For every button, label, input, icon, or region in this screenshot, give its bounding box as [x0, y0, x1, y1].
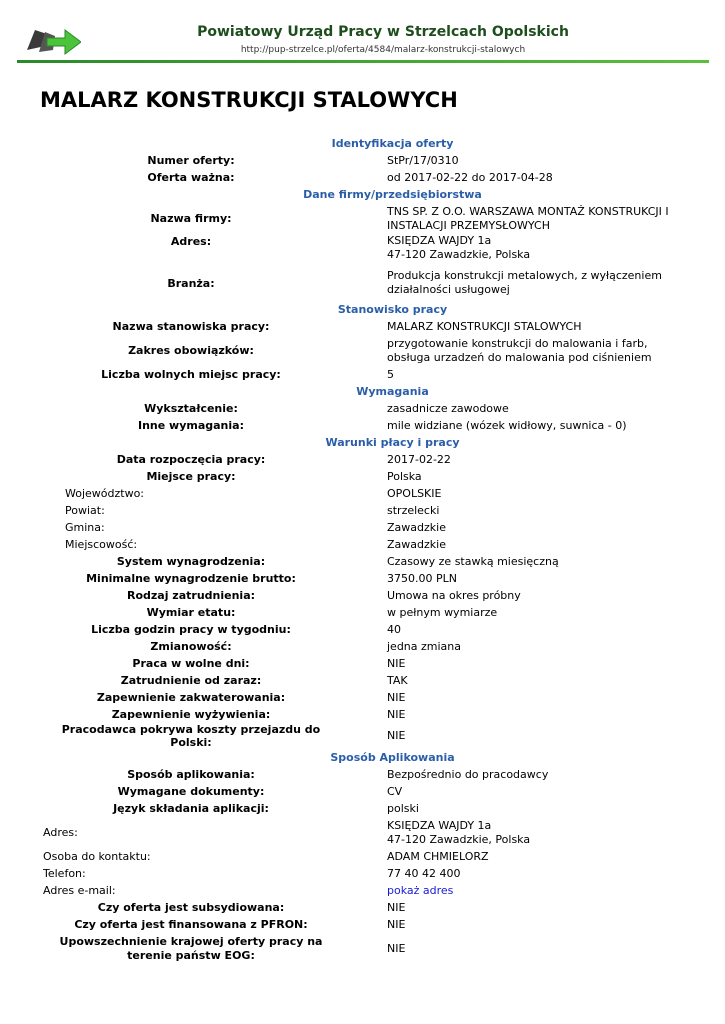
- offer-table: [0, 135, 725, 964]
- label-minimalne: Minimalne wynagrodzenie brutto:: [86, 572, 296, 585]
- value-miejscowosc: Zawadzkie: [387, 537, 446, 551]
- row-stanowisko: [0, 318, 725, 335]
- row-powiat: [0, 502, 725, 519]
- row-inne: [0, 417, 725, 434]
- label-gmina: Gmina:: [65, 521, 105, 534]
- label-subsydiowana: Czy oferta jest subsydiowana:: [97, 901, 285, 914]
- label-osoba: Osoba do kontaktu:: [43, 850, 151, 863]
- row-wyksztalcenie: [0, 400, 725, 417]
- row-od-zaraz: [0, 672, 725, 689]
- section-stanowisko: Stanowisko pracy: [337, 303, 448, 316]
- label-firma: Nazwa firmy:: [150, 212, 232, 225]
- value-system: Czasowy ze stawką miesięczną: [387, 554, 559, 568]
- row-adres-kontakt: [0, 817, 725, 848]
- row-branza: [0, 265, 725, 301]
- label-adres-kontakt: Adres:: [43, 826, 78, 839]
- label-wymiar: Wymiar etatu:: [146, 606, 236, 619]
- label-pfron: Czy oferta jest finansowana z PFRON:: [74, 918, 308, 931]
- value-branza: Produkcja konstrukcji metalowych, z wyłączeniem działalności usługowej: [387, 269, 662, 296]
- value-powiat: strzelecki: [387, 503, 440, 517]
- label-od-zaraz: Zatrudnienie od zaraz:: [120, 674, 262, 687]
- value-od-zaraz: TAK: [387, 673, 408, 687]
- value-wyzywienie: NIE: [387, 707, 406, 721]
- value-godziny: 40: [387, 622, 401, 636]
- value-zakwaterowanie: NIE: [387, 690, 406, 704]
- row-wojewodztwo: [0, 485, 725, 502]
- value-subsydiowana: NIE: [387, 900, 406, 914]
- value-rodzaj: Umowa na okres próbny: [387, 588, 521, 602]
- site-title: Powiatowy Urząd Pracy w Strzelcach Opolskich: [197, 24, 569, 40]
- label-miejsca: Liczba wolnych miejsc pracy:: [101, 368, 281, 381]
- value-sposob: Bezpośrednio do pracodawcy: [387, 767, 549, 781]
- label-email: Adres e-mail:: [43, 884, 116, 897]
- adres-line1: KSIĘDZA WAJDY 1a: [387, 234, 492, 247]
- row-dokumenty: [0, 783, 725, 800]
- label-branza: Branża:: [167, 276, 215, 290]
- row-system: [0, 553, 725, 570]
- value-adres: [387, 234, 677, 262]
- label-eog: Upowszechnienie krajowej oferty pracy na terenie państw EOG:: [59, 934, 323, 962]
- label-dojazd: Pracodawca pokrywa koszty przejazdu do Polski:: [61, 723, 321, 749]
- value-minimalne: 3750.00 PLN: [387, 571, 457, 585]
- row-wolne-dni: [0, 655, 725, 672]
- section-dane-firmy: Dane firmy/przedsiębiorstwa: [303, 188, 482, 201]
- value-data-rozp: 2017-02-22: [387, 452, 451, 466]
- value-numer: StPr/17/0310: [387, 153, 459, 167]
- value-pfron: NIE: [387, 917, 406, 931]
- row-zakres: [0, 335, 725, 366]
- label-zakres: Zakres obowiązków:: [128, 344, 254, 357]
- row-sposob: [0, 766, 725, 783]
- section-identyfikacja: Identyfikacja oferty: [331, 137, 454, 150]
- row-numer: [0, 152, 725, 169]
- row-firma: [0, 203, 725, 234]
- label-zmianowosc: Zmianowość:: [150, 640, 232, 653]
- row-dojazd: [0, 723, 725, 749]
- value-jezyk: polski: [387, 801, 419, 815]
- section-wymagania: Wymagania: [356, 385, 429, 398]
- label-miejsce: Miejsce pracy:: [146, 470, 236, 483]
- value-dokumenty: CV: [387, 784, 403, 798]
- row-subsydiowana: [0, 899, 725, 916]
- row-osoba: [0, 848, 725, 865]
- value-eog: NIE: [387, 941, 406, 955]
- row-miejscowosc: [0, 536, 725, 553]
- adres-kontakt-line1: KSIĘDZA WAJDY 1a: [387, 818, 492, 832]
- row-wymiar: [0, 604, 725, 621]
- value-adres-kontakt: [387, 819, 677, 847]
- value-firma: TNS SP. Z O.O. WARSZAWA MONTAŻ KONSTRUKCJI I INSTALACJI PRZEMYSŁOWYCH: [387, 204, 669, 232]
- label-inne: Inne wymagania:: [138, 419, 244, 432]
- row-miejsce: [0, 468, 725, 485]
- value-wolne-dni: NIE: [387, 656, 406, 670]
- value-telefon: 77 40 42 400: [387, 866, 461, 880]
- label-miejscowosc: Miejscowość:: [65, 538, 138, 551]
- label-adres: Adres:: [170, 235, 212, 248]
- value-gmina: Zawadzkie: [387, 520, 446, 534]
- row-email: [0, 882, 725, 899]
- value-wymiar: w pełnym wymiarze: [387, 605, 498, 619]
- label-system: System wynagrodzenia:: [116, 555, 266, 568]
- row-wyzywienie: [0, 706, 725, 723]
- show-email-link[interactable]: pokaż adres: [387, 883, 454, 897]
- row-eog: [0, 933, 725, 964]
- row-zakwaterowanie: [0, 689, 725, 706]
- row-pfron: [0, 916, 725, 933]
- value-inne: mile widziane (wózek widłowy, suwnica - 0): [387, 418, 627, 432]
- header-divider: [17, 60, 709, 63]
- label-data-rozp: Data rozpoczęcia pracy:: [116, 453, 266, 466]
- row-jezyk: [0, 800, 725, 817]
- row-godziny: [0, 621, 725, 638]
- label-sposob: Sposób aplikowania:: [127, 768, 255, 781]
- label-telefon: Telefon:: [43, 867, 86, 880]
- value-wazna: od 2017-02-22 do 2017-04-28: [387, 170, 553, 184]
- value-wojewodztwo: OPOLSKIE: [387, 486, 442, 500]
- row-zmianowosc: [0, 638, 725, 655]
- value-miejsca: 5: [387, 367, 394, 381]
- section-aplikowanie: Sposób Aplikowania: [330, 751, 455, 764]
- row-data-rozp: [0, 451, 725, 468]
- label-numer: Numer oferty:: [147, 154, 235, 167]
- row-gmina: [0, 519, 725, 536]
- row-minimalne: [0, 570, 725, 587]
- value-miejsce: Polska: [387, 469, 422, 483]
- row-adres: [0, 234, 725, 265]
- label-dokumenty: Wymagane dokumenty:: [117, 785, 265, 798]
- label-godziny: Liczba godzin pracy w tygodniu:: [91, 623, 291, 636]
- adres-line2: 47-120 Zawadzkie, Polska: [387, 248, 531, 261]
- label-wojewodztwo: Województwo:: [65, 487, 145, 500]
- value-dojazd: NIE: [387, 729, 406, 742]
- value-zmianowosc: jedna zmiana: [387, 639, 462, 653]
- row-telefon: [0, 865, 725, 882]
- label-zakwaterowanie: Zapewnienie zakwaterowania:: [96, 691, 286, 704]
- row-miejsca: [0, 366, 725, 383]
- row-wazna: [0, 169, 725, 186]
- label-wyksztalcenie: Wykształcenie:: [144, 402, 238, 415]
- section-warunki: Warunki płacy i pracy: [325, 436, 460, 449]
- value-osoba: ADAM CHMIELORZ: [387, 849, 489, 863]
- label-wazna: Oferta ważna:: [147, 171, 235, 184]
- site-header: [17, 18, 709, 62]
- label-jezyk: Język składania aplikacji:: [113, 802, 269, 815]
- value-zakres: przygotowanie konstrukcji do malowania i farb, obsługa urzadzeń do malowania pod ciśnieniem: [387, 336, 652, 364]
- label-stanowisko: Nazwa stanowiska pracy:: [112, 320, 270, 333]
- value-stanowisko: MALARZ KONSTRUKCJI STALOWYCH: [387, 319, 582, 333]
- row-rodzaj: [0, 587, 725, 604]
- adres-kontakt-line2: 47-120 Zawadzkie, Polska: [387, 832, 531, 846]
- page-url[interactable]: http://pup-strzelce.pl/oferta/4584/malarz-konstrukcji-stalowych: [240, 45, 526, 55]
- label-wyzywienie: Zapewnienie wyżywienia:: [111, 708, 271, 721]
- page-title: MALARZ KONSTRUKCJI STALOWYCH: [40, 88, 458, 112]
- label-wolne-dni: Praca w wolne dni:: [132, 657, 250, 670]
- label-rodzaj: Rodzaj zatrudnienia:: [126, 589, 256, 602]
- value-wyksztalcenie: zasadnicze zawodowe: [387, 401, 509, 415]
- label-powiat: Powiat:: [65, 504, 105, 517]
